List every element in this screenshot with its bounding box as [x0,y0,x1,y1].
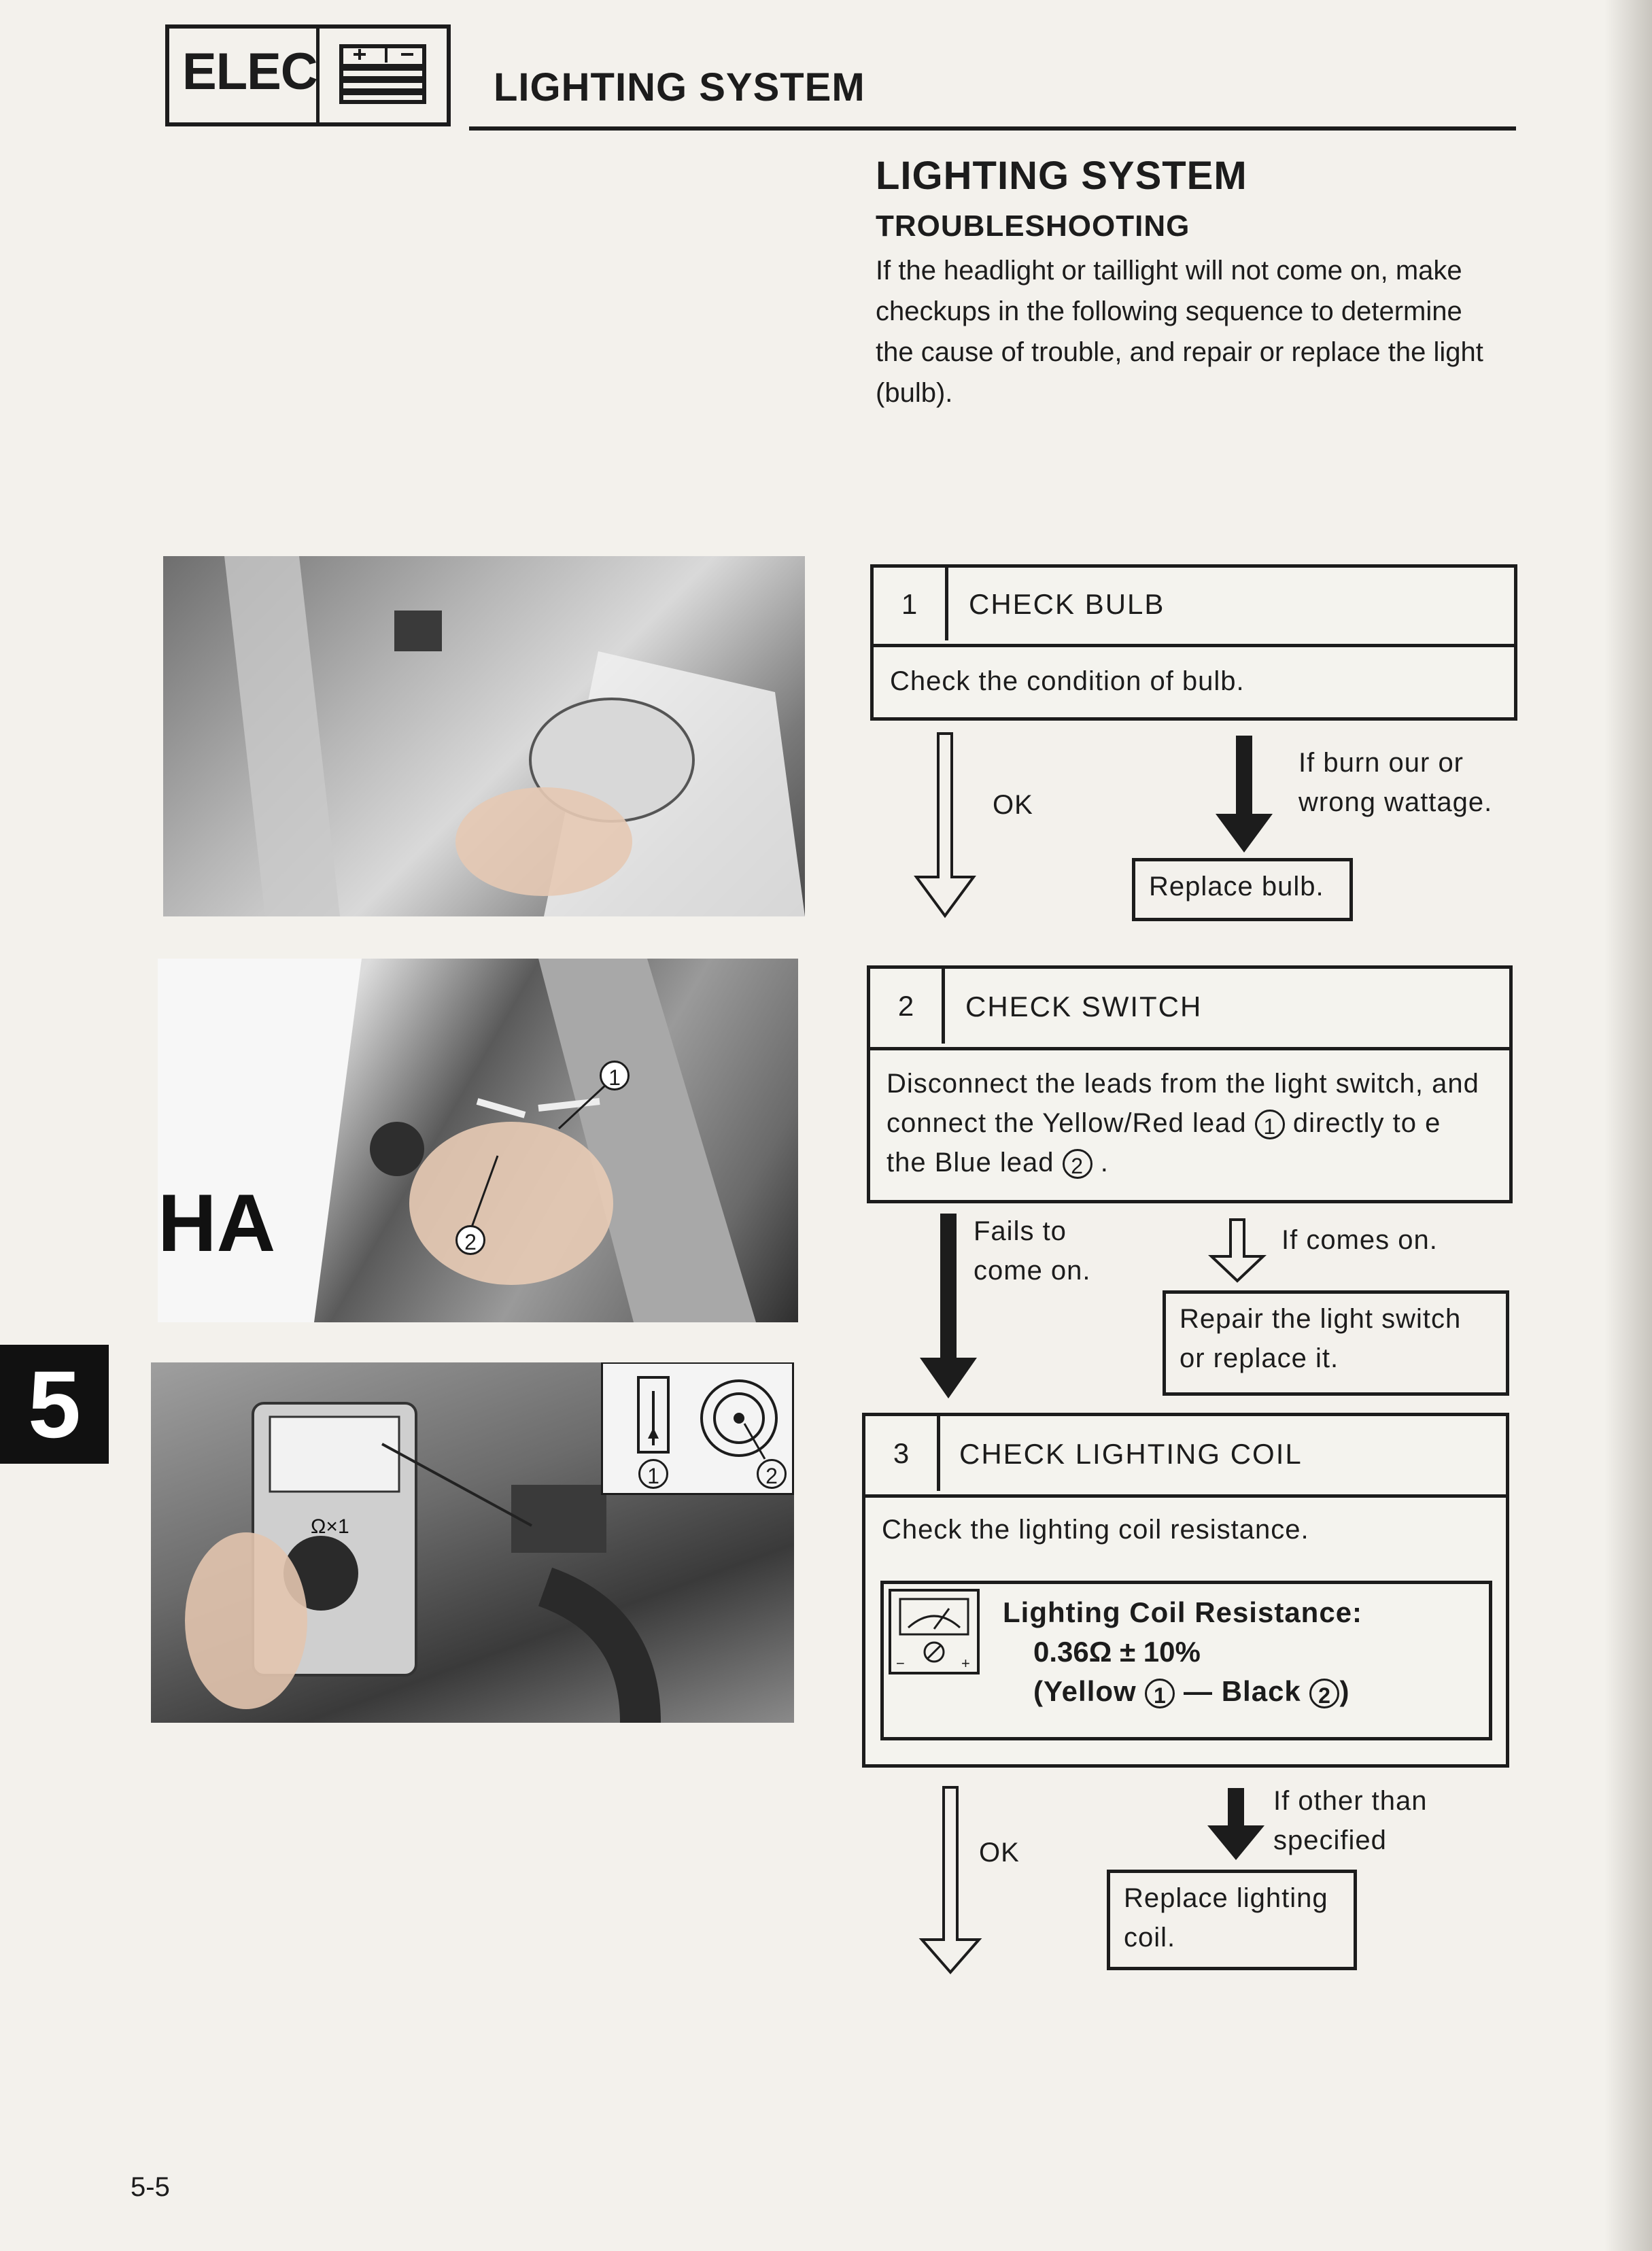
step-1-ok-label: OK [993,790,1033,820]
svg-text:−: − [896,1655,905,1672]
fail-arrow-icon [1210,736,1278,855]
step-2-ok-label: If comes on. [1281,1225,1438,1255]
action-line: Replace lighting [1124,1883,1328,1913]
step-2-box [867,965,1513,1203]
step-3-body: Check the lighting coil resistance. [882,1515,1309,1545]
action-line: or replace it. [1180,1343,1339,1373]
inset-callout-1: 1 [638,1459,668,1489]
step-1-header [874,568,1514,647]
spec-leads-text: — Black [1184,1675,1301,1707]
ok-arrow-icon [1205,1217,1273,1285]
replace-coil-box [1107,1870,1357,1970]
spec-value: 0.36Ω ± 10% [1033,1636,1201,1668]
spec-leads-text: ) [1339,1675,1350,1707]
spec-leads-text: (Yellow [1033,1675,1137,1707]
replace-bulb-box [1132,858,1353,921]
photo-switch-illustration [158,959,798,1322]
intro-line: the cause of trouble, and repair or replace the light [876,337,1483,367]
fail-arrow-icon [1202,1788,1270,1863]
chapter-tab: 5 [0,1345,109,1464]
svg-text:+: + [961,1655,970,1672]
photo-switch-leads [158,959,798,1322]
meter-range-label: Ω×1 [311,1515,349,1538]
action-line: Replace bulb. [1149,872,1324,901]
inset-callout-2: 2 [757,1459,787,1489]
body-text: e [1425,1108,1441,1138]
step-1-number: 1 [874,568,948,640]
fail-line: wrong wattage. [1298,787,1493,817]
body-text: the Blue lead [887,1148,1054,1178]
callout-1: 1 [1255,1110,1285,1139]
spec-title: Lighting Coil Resistance: [1003,1596,1363,1628]
step-1-title: CHECK BULB [969,588,1165,620]
intro-line: checkups in the following sequence to determine [876,296,1462,326]
ok-arrow-icon [897,731,1006,921]
header-rule [469,126,1516,131]
body-line: Disconnect the leads from the light switch, and [887,1069,1479,1099]
step-2-number: 2 [870,969,945,1044]
body-text: . [1100,1148,1109,1178]
fail-arrow-icon [914,1214,982,1401]
step-3-fail-text [1273,1781,1427,1860]
callout-2: 2 [1309,1679,1339,1708]
fail-line: If other than [1273,1786,1428,1816]
step-3-title: CHECK LIGHTING COIL [959,1438,1303,1470]
callout-2: 2 [455,1225,485,1255]
callout-2: 2 [1063,1149,1092,1179]
spec-box [880,1581,1492,1740]
photo-bulb-illustration [163,556,805,916]
body-text: directly to [1292,1108,1417,1138]
chapter-badge-label: ELEC [182,43,317,101]
step-1-body: Check the condition of bulb. [890,666,1245,696]
action-line: coil. [1124,1923,1176,1953]
step-1-fail-text [1298,743,1492,822]
fail-line: come on. [974,1256,1091,1286]
ohmmeter-icon [888,1588,983,1677]
step-3-ok-label: OK [979,1838,1020,1868]
photo-bulb-removal [163,556,805,916]
intro-line: (bulb). [876,378,953,408]
step-3-box [862,1413,1509,1768]
repair-switch-box [1163,1290,1509,1396]
troubleshooting-title: TROUBLESHOOTING [876,209,1190,243]
body-line [887,1143,1505,1182]
action-line: Repair the light switch [1180,1304,1462,1334]
callout-1: 1 [600,1061,630,1090]
step-1-box [870,564,1517,721]
fail-line: If burn our or [1298,748,1464,778]
step-2-header [870,969,1509,1050]
body-text: connect the Yellow/Red lead [887,1108,1247,1138]
battery-icon [339,44,427,105]
photo-pocket-tester [151,1362,794,1723]
step-2-body [887,1064,1505,1182]
connector-inset [601,1362,794,1495]
section-title: LIGHTING SYSTEM [876,154,1247,198]
body-line [887,1103,1505,1143]
callout-1: 1 [1145,1679,1175,1708]
spec-leads [1033,1675,1349,1708]
step-2-fail-text [974,1212,1091,1290]
svg-text:HA: HA [158,1178,276,1269]
fail-line: Fails to [974,1216,1067,1246]
intro-paragraph [876,250,1521,413]
step-3-number: 3 [865,1416,940,1491]
fail-line: specified [1273,1825,1387,1855]
page-edge-shadow [1604,0,1652,2251]
header-title: LIGHTING SYSTEM [494,65,865,109]
intro-line: If the headlight or taillight will not come on, make [876,256,1462,286]
step-3-header [865,1416,1506,1498]
page-number: 5-5 [131,2172,170,2202]
step-2-title: CHECK SWITCH [965,991,1203,1023]
ok-arrow-icon [910,1785,991,1975]
